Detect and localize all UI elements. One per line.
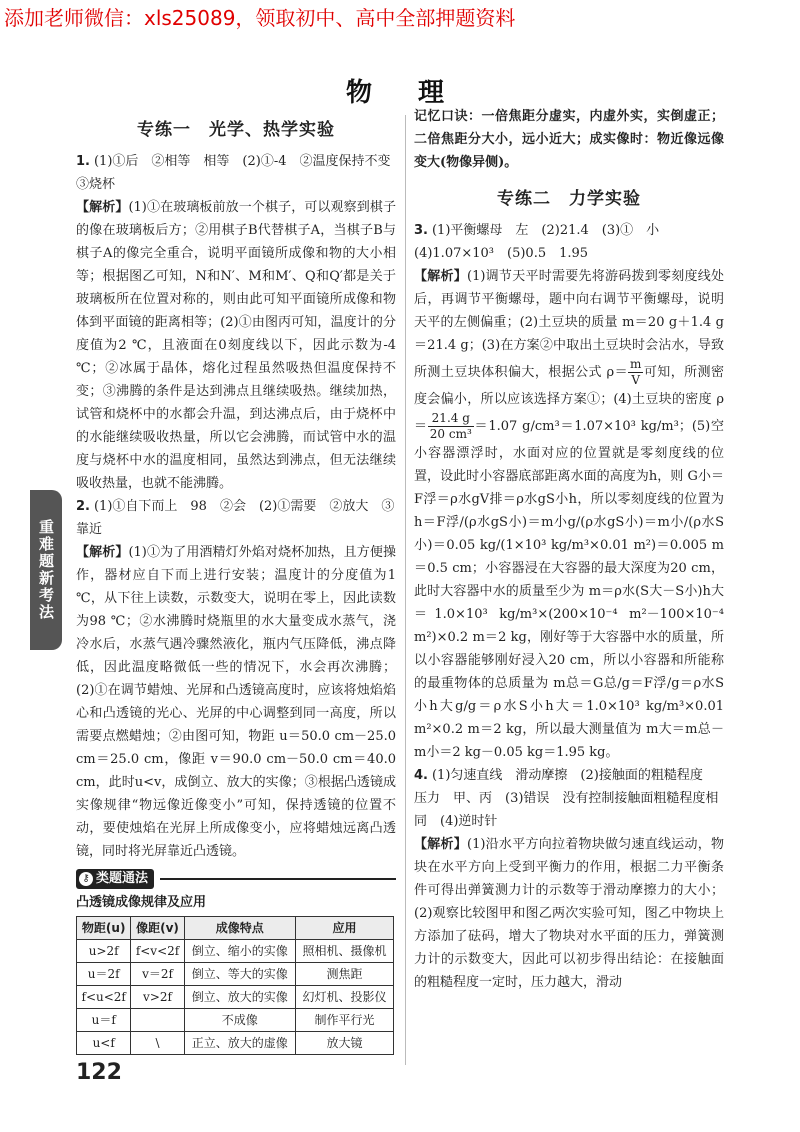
table-cell: 不成像 xyxy=(184,1009,295,1032)
table-cell: u＝2f xyxy=(77,963,131,986)
table-cell: 测焦距 xyxy=(295,963,393,986)
table-header-cell: 应用 xyxy=(295,917,393,940)
question-4-answer xyxy=(414,764,724,833)
analysis-text: ＝1.07 g/cm³＝1.07×10³ kg/m³；(5)空小容器漂浮时，水面对应的位置就是零刻度线的位置，设此时小容器底部距离水面的高度为h，则 G小＝F浮＝ρ水gV排＝ρ水gS小h，所以零刻度线的位置为 h＝F浮/(ρ水gS小)＝m小g/(ρ水gS小)＝m小/(ρ水S小)＝0.05 kg/(1×10³ kg/m³×0.01 m²)＝0.005 m＝0.5 cm；小容器浸在大容器的最大深度为20 cm，此时大容器中水的质量至少为 m＝ρ水(S大－S小)h大＝1.0×10³ kg/m³×(200×10⁻⁴ m²－100×10⁻⁴ m²)×0.2 m＝2 kg，刚好等于大容器中水的质量，所以小容器能够刚好浸入20 cm，所以小容器和所能称的最重物体的总质量为 m总＝G总/g＝F浮/g＝ρ水S小h大g/g＝ρ水S小h大＝1.0×10³ kg/m³×0.01 m²×0.2 m＝2 kg，所以最大测量值为 m大＝m总－m小＝2 kg－0.05 kg＝1.95 kg。 xyxy=(414,419,724,760)
table-cell: 倒立、放大的实像 xyxy=(184,986,295,1009)
table-cell: 制作平行光 xyxy=(295,1009,393,1032)
method-badge-label: 类题通法 xyxy=(96,871,149,886)
question-2-analysis xyxy=(76,541,396,863)
analysis-tag: 【解析】 xyxy=(76,200,129,215)
fraction-numerator: 21.4 g xyxy=(428,411,474,427)
analysis-tag: 【解析】 xyxy=(414,837,468,852)
fraction-numerator: m xyxy=(630,357,642,371)
answer-text: (1)平衡螺母 左 (2)21.4 (3)① 小 (4)1.07×10³ (5)0.5 1.95 xyxy=(414,223,673,261)
note-rule xyxy=(160,878,396,880)
table-cell: 正立、放大的虚像 xyxy=(184,1032,295,1055)
table-cell: 幻灯机、投影仪 xyxy=(295,986,393,1009)
table-cell: v>2f xyxy=(131,986,184,1009)
analysis-text: (1)调节天平时需要先将游码拨到零刻度线处后，再调节平衡螺母，题中向右调节平衡螺母，说明天平的左侧偏重；(2)土豆块的质量 m＝20 g＋1.4 g＝21.4 g；(3)在方案②中取出土豆块时会沾水，导致所测土豆块体积偏大，根据公式 ρ＝ xyxy=(414,269,724,380)
table-cell: 放大镜 xyxy=(295,1032,393,1055)
table-cell: u＝f xyxy=(77,1009,131,1032)
table-row xyxy=(77,986,394,1009)
question-number: 1. xyxy=(76,154,90,169)
table-cell: 倒立、缩小的实像 xyxy=(184,940,295,963)
right-column xyxy=(414,105,724,1025)
question-4-analysis xyxy=(414,833,724,994)
question-2-answer xyxy=(76,495,396,541)
page-number: 122 xyxy=(76,1060,122,1085)
answer-text: (1)①后 ②相等 相等 (2)①-4 ②温度保持不变 ③烧杯 xyxy=(76,154,404,192)
question-3-analysis xyxy=(414,265,724,764)
analysis-text: (1)①在玻璃板前放一个棋子，可以观察到棋子的像在玻璃板后方；②用棋子B代替棋子A，当棋子B与棋子A的像完全重合，说明平面镜所成像和物的大小相等；根据图乙可知，N和N′、M和M′、Q和Q′都是关于玻璃板所在位置对称的，则由此可知平面镜所成像和物体到平面镜的距离相等；(2)①由图丙可知，温度计的分度值为2 ℃，且液面在0刻度线以下，因此示数为-4 ℃；②冰属于晶体，熔化过程虽然吸热但温度保持不变；③沸腾的条件是达到沸点且继续吸热。继续加热，试管和烧杯中的水都会升温，到达沸点后，由于烧杯中的水能继续吸收热量，所以它会沸腾，而试管中水的温度与烧杯中水的温度相同，虽然达到沸点，但无法继续吸收热量，也就不能沸腾。 xyxy=(76,200,396,491)
table-row xyxy=(77,1032,394,1055)
side-tab: 重难题新考法 xyxy=(30,490,62,650)
answer-text: (1)①自下而上 98 ②会 (2)①需要 ②放大 ③靠近 xyxy=(76,499,395,537)
method-note-header xyxy=(76,869,396,889)
table-cell: 倒立、等大的实像 xyxy=(184,963,295,986)
fraction-denominator: 20 cm³ xyxy=(429,427,472,441)
question-number: 2. xyxy=(76,499,90,514)
fraction-density-formula xyxy=(628,357,643,388)
page-title: 物 理 xyxy=(345,78,454,108)
table-title: 凸透镜成像规律及应用 xyxy=(76,895,207,910)
lens-imaging-table xyxy=(76,916,394,1055)
table-row xyxy=(77,1009,394,1032)
column-divider xyxy=(405,115,406,1065)
section-title-1: 专练一 光学、热学实验 xyxy=(137,120,335,140)
analysis-text: (1)沿水平方向拉着物块做匀速直线运动，物块在水平方向上受到平衡力的作用，根据二力平衡条件可得出弹簧测力计的示数等于滑动摩擦力的大小；(2)观察比较图甲和图乙两次实验可知，图乙中物块上方添加了砝码，增大了物块对水平面的压力，弹簧测力计的示数变大，因此可以初步得出结论：在接触面的粗糙程度一定时，压力越大，滑动 xyxy=(414,837,724,990)
table-header-row xyxy=(77,917,394,940)
table-row xyxy=(77,940,394,963)
table-header-cell: 成像特点 xyxy=(184,917,295,940)
left-column xyxy=(76,105,404,1085)
analysis-tag: 【解析】 xyxy=(414,269,468,284)
question-number: 4. xyxy=(414,768,428,783)
promo-banner: 添加老师微信：xls25089，领取初中、高中全部押题资料 xyxy=(4,6,516,30)
table-cell: 照相机、摄像机 xyxy=(295,940,393,963)
table-header-cell: 物距(u) xyxy=(77,917,131,940)
table-row xyxy=(77,963,394,986)
table-cell: u>2f xyxy=(77,940,131,963)
table-header-cell: 像距(v) xyxy=(131,917,184,940)
table-cell: f<u<2f xyxy=(77,986,131,1009)
table-cell: v＝2f xyxy=(131,963,184,986)
question-3-answer xyxy=(414,219,724,265)
table-cell: f<v<2f xyxy=(131,940,184,963)
analysis-text: 可知，所测密度会偏小，所以应该选择方案①；(4)土豆块的密度 ρ＝ xyxy=(414,365,724,434)
fraction-density-value xyxy=(428,411,474,442)
question-1-answer xyxy=(76,150,404,196)
table-cell xyxy=(131,1009,184,1032)
memory-tip: 记忆口诀：一倍焦距分虚实，内虚外实，实倒虚正；二倍焦距分大小，远小近大；成实像时：物近像远像变大(物像异侧)。 xyxy=(414,109,724,170)
section-title-2: 专练二 力学实验 xyxy=(497,189,641,209)
method-badge xyxy=(76,869,154,889)
analysis-text: (1)①为了用酒精灯外焰对烧杯加热，且方便操作，器材应自下而上进行安装；温度计的分度值为1 ℃，从下往上读数，示数变大，说明在零上，因此读数为98 ℃；②水沸腾时烧瓶里的水大量变成水蒸气，浇冷水后，水蒸气遇冷骤然液化，瓶内气压降低，沸点降低，因此温度略微低一些的情况下，水会再次沸腾；(2)①在调节蜡烛、光屏和凸透镜高度时，应该将烛焰焰心和凸透镜的光心、光屏的中心调整到同一高度，所以需要点燃蜡烛；②由图可知，物距 u＝50.0 cm－25.0 cm＝25.0 cm，像距 v＝90.0 cm－50.0 cm＝40.0 cm，此时u<v，成倒立、放大的实像；③根据凸透镜成实像规律“物远像近像变小”可知，保持透镜的位置不动，要使烛焰在光屏上所成像变小，应将蜡烛远离凸透镜，同时将光屏靠近凸透镜。 xyxy=(76,545,396,859)
fraction-denominator: V xyxy=(631,373,641,387)
question-1-analysis xyxy=(76,196,396,495)
question-number: 3. xyxy=(414,223,428,238)
key-icon: ⚷ xyxy=(79,872,93,886)
table-cell: u<f xyxy=(77,1032,131,1055)
analysis-tag: 【解析】 xyxy=(76,545,129,560)
answer-text: (1)匀速直线 滑动摩擦 (2)接触面的粗糙程度 压力 甲、丙 (3)错误 没有控制接触面粗糙程度相同 (4)逆时针 xyxy=(414,768,719,829)
table-cell: \ xyxy=(131,1032,184,1055)
